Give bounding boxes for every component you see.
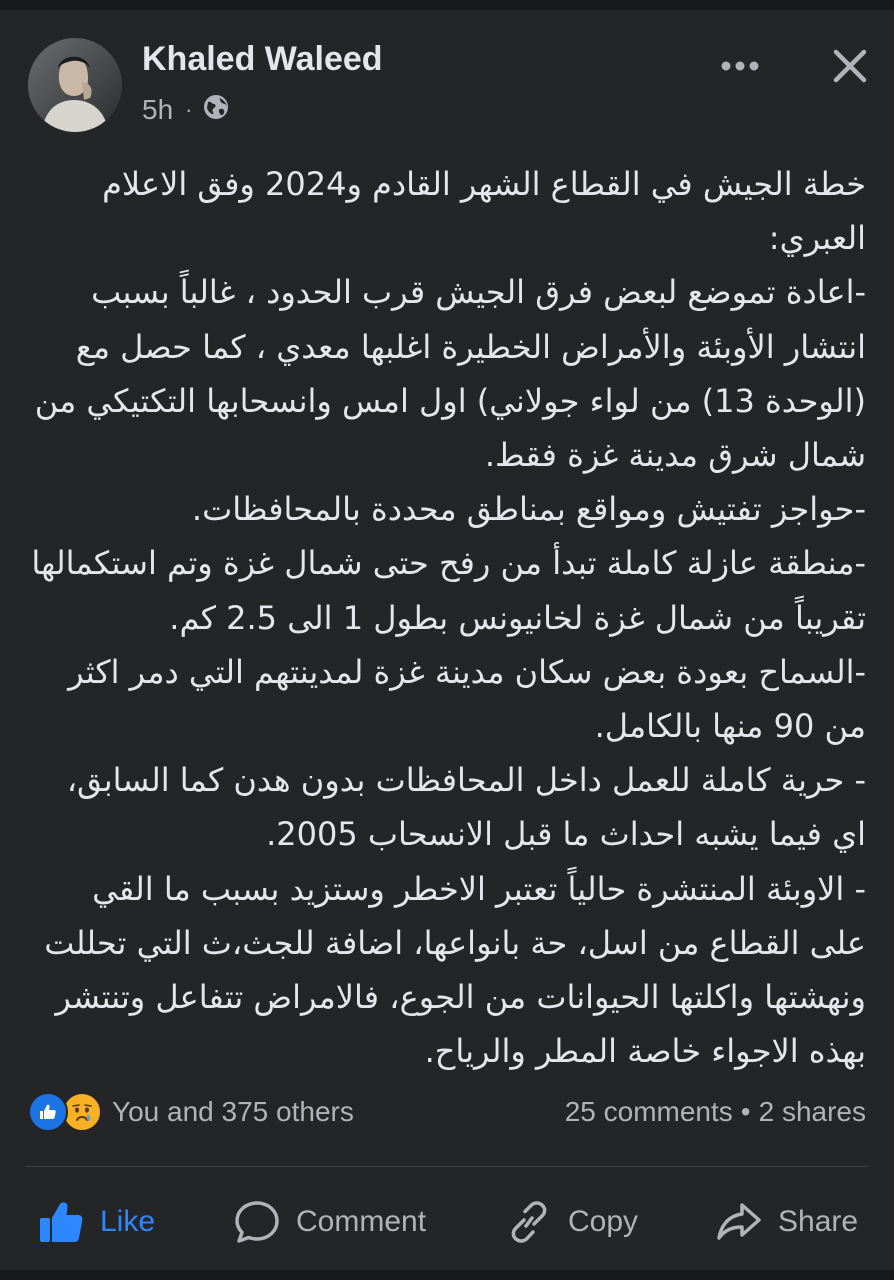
post-paragraph: -السماح بعودة بعض سكان مدينة غزة لمدينتهم التي دمر اكثر من 90 منها بالكامل. <box>68 652 866 746</box>
post-paragraph: - الاوبئة المنتشرة حالياً تعتبر الاخطر وستزيد بسبب ما القي على القطاع من اسل، حة بانواعها، اضافة للجث،ث التي تحللت ونهشتها واكلتها الحيوانات من الجوع، فالامراض تتفاعل وتنتشر بهذه الاجواء خاصة المطر والرياح. <box>44 869 866 1071</box>
author-avatar[interactable] <box>28 38 122 132</box>
like-button[interactable] <box>38 1190 155 1254</box>
post-meta <box>142 92 230 128</box>
post-paragraph: -منطقة عازلة كاملة تبدأ من رفح حتى شمال غزة وتم استكمالها تقريباً من شمال غزة لخانيونس بطول 1 الى 2.5 كم. <box>31 544 866 637</box>
author-name[interactable]: Khaled Waleed <box>142 40 383 78</box>
comment-icon <box>234 1200 280 1244</box>
post-header <box>0 10 894 140</box>
post-paragraph: - حرية كاملة للعمل داخل المحافظات بدون هدن كما السابق، اي فيما يشبه احداث ما قبل الانسحاب 2005. <box>66 761 866 854</box>
close-icon <box>832 48 868 84</box>
post-paragraph: -حواجز تفتيش ومواقع بمناطق محددة بالمحافظات. <box>191 490 866 529</box>
share-button[interactable] <box>716 1190 858 1254</box>
stats-separator: • <box>740 1096 751 1127</box>
post-card <box>0 10 894 1270</box>
like-reaction-icon <box>28 1092 68 1132</box>
more-options-button[interactable] <box>712 38 768 94</box>
share-icon <box>716 1200 762 1244</box>
close-button[interactable] <box>822 38 878 94</box>
share-label: Share <box>778 1205 859 1238</box>
sad-reaction-icon <box>62 1092 102 1132</box>
post-paragraph: -اعادة تموضع لبعض فرق الجيش قرب الحدود ، غالباً بسبب انتشار الأوبئة والأمراض الخطيرة اغلبها معدي ، كما حصل مع (الوحدة 13) من لواء جولاني) اول امس وانسحابها التكتيكي من شمال شرق مدينة غزة فقط. <box>34 273 866 475</box>
shares-count[interactable]: 2 shares <box>758 1096 866 1127</box>
reactions-count[interactable]: You and 375 others <box>112 1096 354 1127</box>
post-stats <box>565 1092 866 1132</box>
post-body <box>26 157 866 1078</box>
copy-button[interactable] <box>506 1190 638 1254</box>
post-time[interactable]: 5h <box>142 94 174 125</box>
action-bar <box>0 1180 894 1264</box>
comment-button[interactable] <box>234 1190 426 1254</box>
like-label: Like <box>100 1205 156 1238</box>
link-icon <box>506 1200 552 1244</box>
divider <box>26 1166 868 1167</box>
globe-icon <box>202 93 230 128</box>
copy-label: Copy <box>568 1205 639 1238</box>
meta-separator: · <box>185 97 193 122</box>
more-icon <box>719 60 761 72</box>
post-paragraph: خطة الجيش في القطاع الشهر القادم و2024 وفق الاعلام العبري: <box>102 165 866 258</box>
thumbs-up-icon <box>38 1200 84 1244</box>
avatar-image <box>28 38 122 132</box>
comments-count[interactable]: 25 comments <box>564 1096 733 1127</box>
reactions-summary[interactable] <box>28 1092 354 1132</box>
comment-label: Comment <box>296 1205 427 1238</box>
